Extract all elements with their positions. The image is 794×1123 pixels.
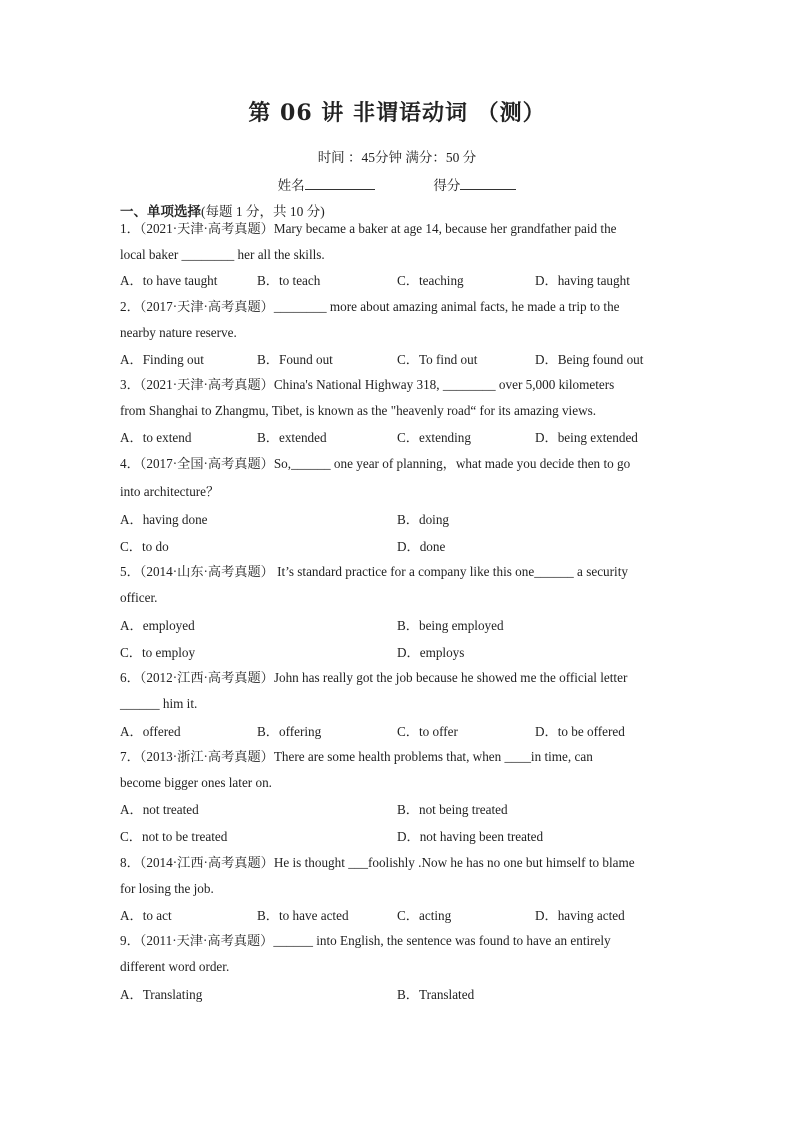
question-1 [120,216,680,268]
options-9 [120,984,680,1004]
question-text-line: officer. [120,590,158,605]
question-text-line: 2．（2017·天津·高考真题）________ more about amazing animal facts, he made a trip to the [120,299,620,314]
question-text-line: become bigger ones later on. [120,775,272,790]
option-b[interactable]: B．offering [257,724,322,739]
name-label: 姓名 [277,178,305,193]
question-text-line: 6．（2012·江西·高考真题）John has really got the job because he showed me the official letter [120,670,628,685]
option-a[interactable]: A．Translating [120,987,203,1002]
options-4-row-2 [120,536,680,556]
option-c[interactable]: C．to offer [397,724,458,739]
option-d[interactable]: D．Being found out [535,352,644,367]
page-title: 第 06 讲 非谓语动词 （测） [248,100,546,126]
question-9 [120,928,680,980]
name-blank[interactable] [305,176,375,190]
option-c[interactable]: C．teaching [397,273,464,288]
option-b[interactable]: B．Translated [397,987,475,1002]
option-c[interactable]: C．acting [397,908,452,923]
option-d[interactable]: D．having acted [535,908,625,923]
option-c[interactable]: C．extending [397,430,471,445]
option-d[interactable]: D．employs [397,645,465,660]
option-c[interactable]: C．to employ [120,645,196,660]
time-score-line: 时间 ：45分钟 满分：50 分 [317,150,477,165]
options-8 [120,905,680,925]
option-b[interactable]: B．to have acted [257,908,349,923]
question-text-line: 8．（2014·江西·高考真题）He is thought ___foolishly .Now he has no one but himself to blame [120,855,635,870]
option-d[interactable]: D．having taught [535,273,630,288]
question-text-line: from Shanghai to Zhangmu, Tibet, is known as the "heavenly road“ for its amazing views. [120,403,597,418]
question-text-line: 3．（2021·天津·高考真题）China's National Highway 318, ________ over 5,000 kilometers [120,377,615,392]
question-text-line: 9．（2011·天津·高考真题）______ into English, the sentence was found to have an entirely [120,933,611,948]
options-7-row-2 [120,826,680,846]
option-b[interactable]: B．being employed [397,618,504,633]
options-7-row-1 [120,799,680,819]
option-a[interactable]: A．having done [120,512,208,527]
question-text-line: 1．（2021·天津·高考真题）Mary became a baker at age 14, because her grandfather paid the [120,221,617,236]
option-b[interactable]: B．doing [397,512,450,527]
question-2 [120,294,680,346]
question-text-line: into architecture？ [120,484,220,499]
score-blank[interactable] [460,176,516,190]
options-6 [120,721,680,741]
options-5-row-1 [120,615,680,635]
option-a[interactable]: A．to have taught [120,273,218,288]
section-note: (每题 1 分，共 10 分) [201,204,325,219]
options-5-row-2 [120,642,680,662]
option-a[interactable]: A．Finding out [120,352,204,367]
option-d[interactable]: D．to be offered [535,724,625,739]
score-label: 得分 [433,178,461,193]
option-d[interactable]: D．being extended [535,430,638,445]
option-c[interactable]: C．not to be treated [120,829,228,844]
question-5 [120,559,680,611]
option-d[interactable]: D．not having been treated [397,829,544,844]
options-4-row-1 [120,509,680,529]
name-score-line [0,174,794,194]
question-4 [120,451,680,505]
section-label: 一、单项选择 [120,204,201,219]
question-text-line: ______ him it. [120,696,198,711]
option-a[interactable]: A．offered [120,724,181,739]
option-a[interactable]: A．not treated [120,802,199,817]
option-b[interactable]: B．not being treated [397,802,508,817]
question-3 [120,372,680,424]
option-c[interactable]: C．To find out [397,352,478,367]
question-8 [120,850,680,902]
options-3 [120,427,680,447]
question-text-line: 4．（2017·全国·高考真题）So,______ one year of planning，what made you decide then to go [120,456,631,471]
question-text-line: local baker ________ her all the skills. [120,247,325,262]
option-b[interactable]: B．to teach [257,273,321,288]
option-d[interactable]: D．done [397,539,446,554]
question-text-line: 7．（2013·浙江·高考真题）There are some health problems that, when ____in time, can [120,749,593,764]
option-a[interactable]: A．to extend [120,430,192,445]
option-a[interactable]: A．to act [120,908,172,923]
option-b[interactable]: B．extended [257,430,327,445]
option-b[interactable]: B．Found out [257,352,333,367]
options-1 [120,270,680,290]
option-a[interactable]: A．employed [120,618,195,633]
question-6 [120,665,680,717]
options-2 [120,349,680,369]
option-c[interactable]: C．to do [120,539,169,554]
question-text-line: different word order. [120,959,230,974]
question-7 [120,744,680,796]
question-text-line: nearby nature reserve. [120,325,237,340]
question-text-line: 5．（2014·山东·高考真题） It’s standard practice for a company like this one______ a security [120,564,628,579]
question-text-line: for losing the job. [120,881,214,896]
